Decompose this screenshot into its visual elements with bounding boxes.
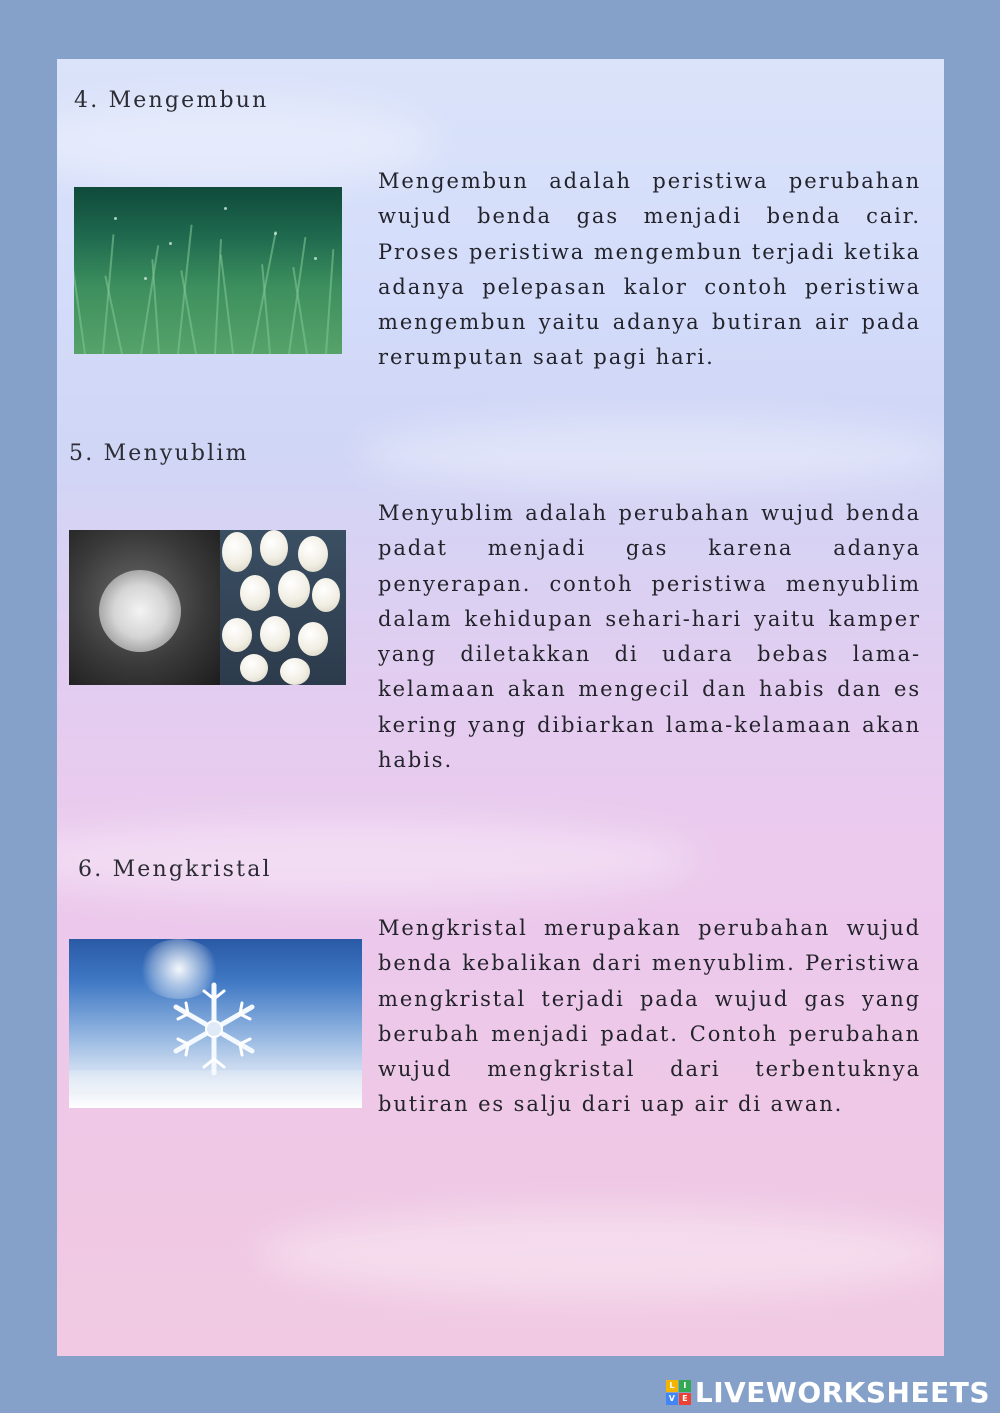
dew-drop	[169, 242, 172, 245]
camphor-ball	[240, 575, 270, 611]
grass-blade	[325, 249, 334, 354]
section-text-menyublim: Menyublim adalah perubahan wujud benda padat menjadi gas karena adanya penyerapan. contoh peristiwa menyublim dalam kehidupan sehari-hari yaitu kamper yang diletakkan di udara bebas lama-kelamaan akan mengecil dan habis dan es kering yang dibiarkan lama-kelamaan akan habis.	[378, 501, 921, 773]
snowflake-icon	[164, 979, 264, 1079]
camphor-ball	[222, 532, 252, 572]
brand-text: LIVEWORKSHEETS	[694, 1376, 990, 1409]
liveworksheets-logo-icon	[666, 1380, 691, 1405]
camphor-ball	[280, 658, 310, 685]
grass-blade	[220, 255, 234, 354]
grass-blade	[74, 265, 86, 354]
dry-ice-bowl-image	[69, 530, 220, 685]
dew-drop	[274, 232, 277, 235]
camphor-balls-image	[220, 530, 346, 685]
camphor-ball	[298, 536, 328, 572]
worksheet-page	[57, 59, 944, 1356]
camphor-ball	[222, 618, 252, 652]
cloud-decoration	[357, 419, 944, 489]
section-heading-menyublim: 5. Menyublim	[69, 441, 249, 466]
camphor-ball	[298, 622, 328, 656]
logo-letter: L	[666, 1380, 678, 1392]
dew-drop	[314, 257, 317, 260]
grass-blade	[151, 259, 160, 354]
section-text-mengkristal: Mengkristal merupakan perubahan wujud benda kebalikan dari menyublim. Peristiwa mengkristal terjadi pada wujud gas yang berubah menjadi padat. Contoh perubahan wujud mengkristal dari terbentuknya butiran es salju dari uap air di awan.	[378, 916, 921, 1117]
section-text-mengembun: Mengembun adalah peristiwa perubahan wujud benda gas menjadi benda cair. Proses peristiwa mengembun terjadi ketika adanya pelepasan kalor contoh peristiwa mengembun yaitu adanya butiran air pada rerumputan saat pagi hari.	[378, 169, 921, 370]
grass-dew-image	[74, 187, 342, 354]
dew-drop	[144, 277, 147, 280]
snow-ground	[69, 1070, 362, 1108]
bowl-shape	[99, 570, 181, 652]
camphor-ball	[312, 578, 340, 612]
camphor-ball	[240, 654, 268, 682]
camphor-ball	[278, 570, 310, 608]
dew-drop	[114, 217, 117, 220]
liveworksheets-brand[interactable]	[666, 1376, 990, 1409]
logo-letter: V	[666, 1393, 678, 1405]
camphor-ball	[260, 616, 290, 652]
snowflake-image	[69, 939, 362, 1108]
section-heading-mengembun: 4. Mengembun	[74, 88, 269, 113]
logo-letter: I	[679, 1380, 691, 1392]
logo-letter: E	[679, 1393, 691, 1405]
section-heading-mengkristal: 6. Mengkristal	[78, 857, 272, 882]
cloud-decoration	[257, 1209, 944, 1299]
camphor-ball	[260, 530, 288, 566]
dew-drop	[224, 207, 227, 210]
